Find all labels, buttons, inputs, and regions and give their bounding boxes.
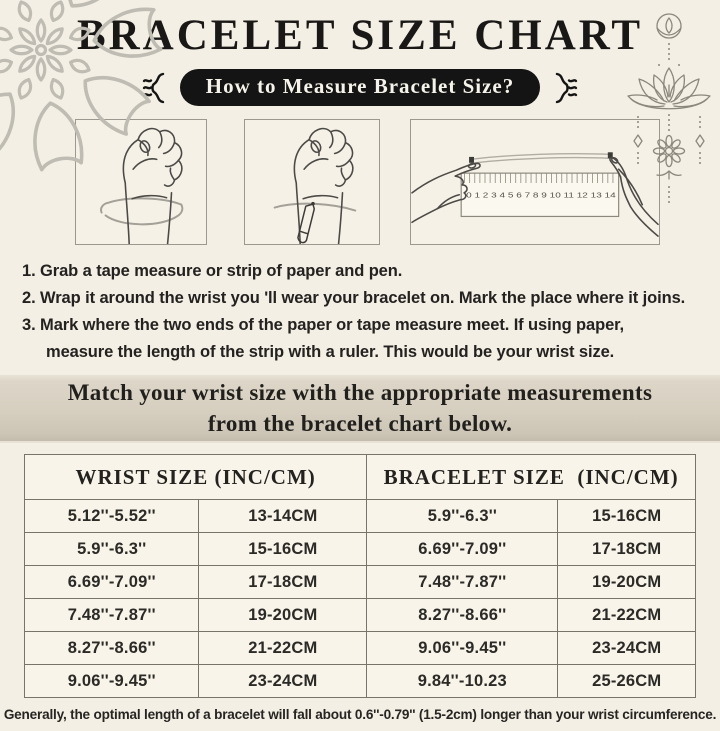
table-row	[25, 632, 696, 665]
ruler-numbers: 0 1 2 3 4 5 6 7 8 9 10 11 12 13 14	[466, 192, 616, 200]
table-row	[25, 566, 696, 599]
size-cell: 23-24CM	[558, 632, 696, 665]
size-cell: 5.9''-6.3''	[25, 533, 199, 566]
size-cell: 15-16CM	[558, 500, 696, 533]
page-title: BRACELET SIZE CHART	[76, 12, 644, 59]
size-cell: 5.9''-6.3''	[367, 500, 558, 533]
wrist-size-header: WRIST SIZE (INC/CM)	[25, 455, 367, 500]
subtitle-row	[0, 69, 720, 106]
hand-with-pen-illustration-icon	[245, 120, 379, 244]
measurement-figures	[75, 119, 720, 245]
size-cell: 25-26CM	[558, 665, 696, 698]
curly-brace-left-ornament-icon	[140, 71, 168, 105]
size-cell: 5.12''-5.52''	[25, 500, 199, 533]
size-cell: 9.84''-10.23	[367, 665, 558, 698]
size-cell: 9.06''-9.45''	[367, 632, 558, 665]
table-row	[25, 665, 696, 698]
size-cell: 8.27''-8.66''	[367, 599, 558, 632]
table-row	[25, 533, 696, 566]
match-size-banner	[0, 375, 720, 441]
bracelet-size-header: BRACELET SIZE (INC/CM)	[367, 455, 696, 500]
size-cell: 19-20CM	[558, 566, 696, 599]
curly-brace-right-ornament-icon	[552, 71, 580, 105]
instruction-step-3: 3. Mark where the two ends of the paper or tape measure meet. If using paper, measure the length of the strip with a ruler. This would be your wrist size.	[22, 316, 625, 361]
size-cell: 23-24CM	[199, 665, 367, 698]
size-cell: 21-22CM	[558, 599, 696, 632]
size-cell: 13-14CM	[199, 500, 367, 533]
table-header-row	[25, 455, 696, 500]
size-cell: 17-18CM	[199, 566, 367, 599]
banner-text: Match your wrist size with the appropriate measurements from the bracelet chart below.	[67, 379, 653, 436]
bracelet-size-table	[24, 454, 696, 698]
ruler-measuring-illustration-icon	[411, 120, 659, 244]
size-cell: 7.48''-7.87''	[25, 599, 199, 632]
hand-with-tape-illustration-icon	[76, 120, 206, 244]
size-cell: 8.27''-8.66''	[25, 632, 199, 665]
size-cell: 7.48''-7.87''	[367, 566, 558, 599]
size-cell: 15-16CM	[199, 533, 367, 566]
instruction-step-1: 1. Grab a tape measure or strip of paper and pen.	[22, 262, 403, 280]
size-table-body	[25, 500, 696, 698]
size-cell: 9.06''-9.45''	[25, 665, 199, 698]
table-row	[25, 500, 696, 533]
instructions-list	[22, 258, 690, 366]
table-row	[25, 599, 696, 632]
size-cell: 6.69''-7.09''	[367, 533, 558, 566]
how-to-measure-badge: How to Measure Bracelet Size?	[180, 69, 541, 106]
size-cell: 19-20CM	[199, 599, 367, 632]
size-cell: 17-18CM	[558, 533, 696, 566]
figure-step-1	[75, 119, 207, 245]
instruction-step-2: 2. Wrap it around the wrist you 'll wear your bracelet on. Mark the place where it joins.	[22, 289, 686, 307]
figure-step-3	[410, 119, 660, 245]
figure-step-2	[244, 119, 380, 245]
size-cell: 21-22CM	[199, 632, 367, 665]
wrist-mark-dot	[311, 202, 315, 206]
size-cell: 6.69''-7.09''	[25, 566, 199, 599]
footer-note: Generally, the optimal length of a bracelet will fall about 0.6''-0.79'' (1.5-2cm) longer than your wrist circumference.	[3, 707, 717, 722]
